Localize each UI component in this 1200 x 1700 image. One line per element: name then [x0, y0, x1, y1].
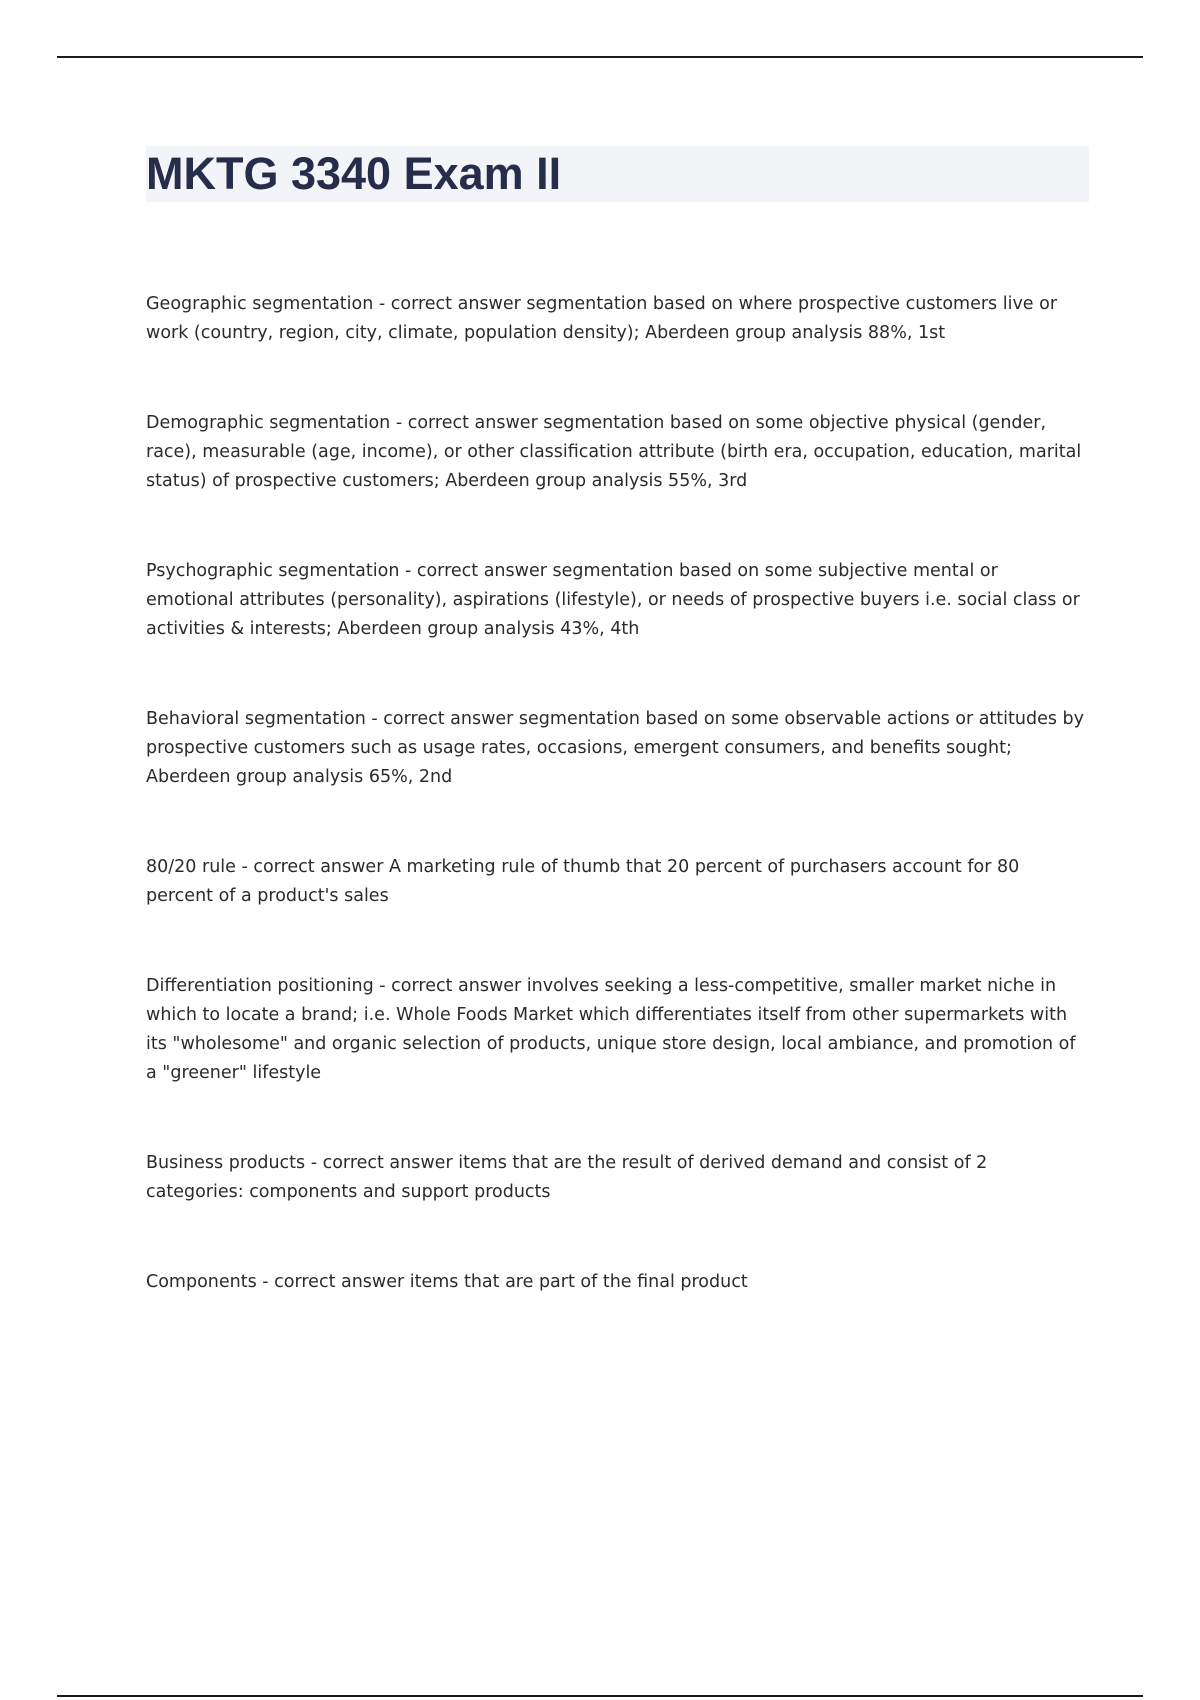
flashcard-entry: Behavioral segmentation - correct answer segmentation based on some observable actions or attitudes by prospective customers such as usage rates, occasions, emergent consumers, and benefits sought; Aberdeen group analysis 65%, 2nd: [146, 709, 1084, 787]
flashcard-entry: Components - correct answer items that are part of the final product: [146, 1272, 748, 1292]
flashcard-entry: Psychographic segmentation - correct answer segmentation based on some subjective mental or emotional attributes (personality), aspirations (lifestyle), or needs of prospective buyers i.e. social class or activities & interests; Aberdeen group analysis 43%, 4th: [146, 561, 1080, 639]
flashcard-entry: Demographic segmentation - correct answer segmentation based on some objective physical (gender, race), measurable (age, income), or other classification attribute (birth era, occupation, education, marital status) of prospective customers; Aberdeen group analysis 55%, 3rd: [146, 413, 1082, 491]
flashcard-entry: 80/20 rule - correct answer A marketing rule of thumb that 20 percent of purchasers account for 80 percent of a product's sales: [146, 857, 1020, 906]
bottom-divider: [57, 1695, 1143, 1697]
flashcard-entry: Geographic segmentation - correct answer segmentation based on where prospective customers live or work (country, region, city, climate, population density); Aberdeen group analysis 88%, 1st: [146, 294, 1058, 343]
flashcard-entry: Differentiation positioning - correct answer involves seeking a less-competitive, smaller market niche in which to locate a brand; i.e. Whole Foods Market which differentiates itself from other supermarkets with its "wholesome" and organic selection of products, unique store design, local ambiance, and promotion of a "greener" lifestyle: [146, 976, 1076, 1083]
top-divider: [57, 56, 1143, 58]
flashcard-entry: Business products - correct answer items that are the result of derived demand and consist of 2 categories: components and support products: [146, 1153, 988, 1202]
flashcard-list: [146, 290, 1086, 1297]
title-banner: [146, 146, 1089, 202]
document-title: MKTG 3340 Exam II: [146, 148, 562, 199]
